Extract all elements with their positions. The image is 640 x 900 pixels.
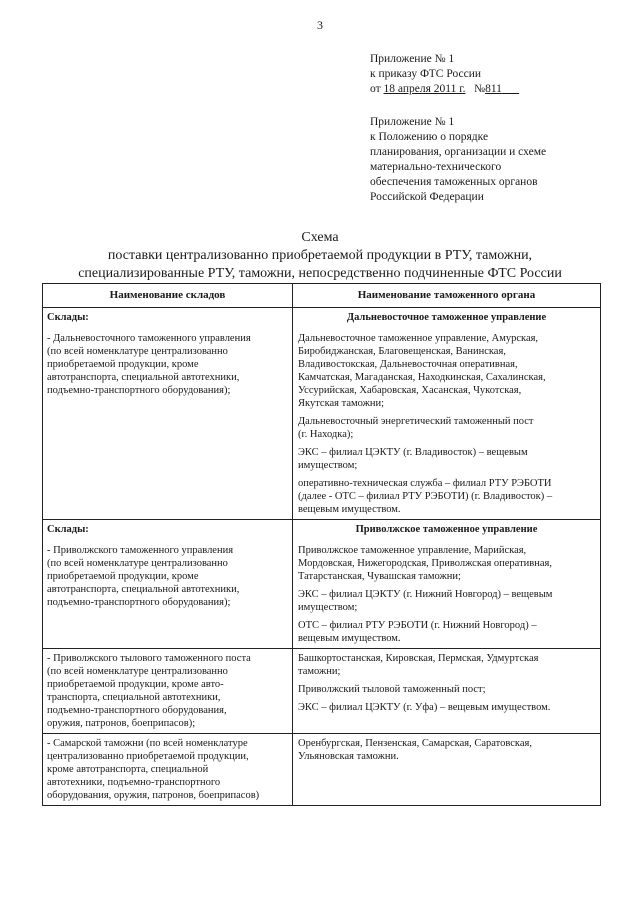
customs-body-cell (293, 308, 601, 520)
customs-body-line: Биробиджанская, Благовещенская, Ванинская, (298, 346, 506, 357)
warehouse-cell (43, 308, 293, 520)
customs-body-line: ЭКС – филиал ЦЭКТУ (г. Уфа) – вещевым имуществом. (298, 702, 551, 713)
order-number: 811 (485, 83, 502, 95)
customs-body-paragraph (298, 683, 595, 696)
warehouse-text-line: оборудования, оружия, патронов, боеприпасов) (47, 790, 260, 801)
customs-body-line: ОТС – филиал РТУ РЭБОТИ (г. Нижний Новгород) – (298, 620, 537, 631)
customs-body-paragraph (298, 332, 595, 410)
warehouse-text-line: подъемно-транспортного оборудования, (47, 705, 227, 716)
appendix-regulation-line5: обеспечения таможенных органов (370, 176, 538, 188)
table-row (43, 649, 601, 734)
customs-body-paragraph (298, 619, 595, 645)
customs-body-line: вещевым имуществом. (298, 633, 401, 644)
customs-body-line: (г. Находка); (298, 429, 354, 440)
customs-body-cell (293, 734, 601, 806)
customs-body-line: Дальневосточный энергетический таможенный пост (298, 416, 534, 427)
date-prefix: от (370, 83, 381, 95)
warehouse-text-line: приобретаемой продукции, кроме (47, 571, 199, 582)
warehouses-label: Склады: (47, 524, 89, 535)
customs-body-line: ЭКС – филиал ЦЭКТУ (г. Нижний Новгород) – вещевым (298, 589, 553, 600)
customs-body-line: вещевым имуществом. (298, 504, 401, 515)
warehouse-text-line: автотранспорта, специальной автотехники, (47, 372, 240, 383)
warehouses-label: Склады: (47, 312, 89, 323)
appendix-regulation-line2: к Положению о порядке (370, 131, 489, 143)
table-row (43, 308, 601, 520)
customs-body-line: Дальневосточное таможенное управление, Амурская, (298, 333, 539, 344)
table-row (43, 734, 601, 806)
customs-body-line: Приволжский тыловой таможенный пост; (298, 684, 486, 695)
header-customs-body: Наименование таможенного органа (293, 284, 601, 308)
customs-body-line: таможни; (298, 666, 341, 677)
appendix-order-block (370, 52, 620, 97)
warehouse-text-line: централизованно приобретаемой продукции, (47, 751, 249, 762)
customs-body-line: Уссурийская, Хабаровская, Хасанская, Чукотская, (298, 385, 522, 396)
warehouse-cell (43, 649, 293, 734)
warehouse-cell (43, 734, 293, 806)
customs-body-paragraph (298, 477, 595, 516)
table-header-row (43, 284, 601, 308)
appendix-regulation-line4: материально-технического (370, 161, 502, 173)
customs-body-line: Камчатская, Магаданская, Находкинская, Сахалинская, (298, 372, 546, 383)
warehouse-text-line: приобретаемой продукции, кроме (47, 359, 199, 370)
customs-body-line: Оренбургская, Пензенская, Самарская, Саратовская, (298, 738, 532, 749)
customs-body-line: Владивостокская, Дальневосточная оперативная, (298, 359, 518, 370)
warehouse-text-line: - Приволжского тылового таможенного поста (47, 653, 251, 664)
page-number: 3 (317, 18, 323, 32)
warehouse-cell (43, 520, 293, 649)
customs-body-paragraph (298, 415, 595, 441)
appendix-order-date-line (370, 82, 620, 97)
customs-body-line: Башкортостанская, Кировская, Пермская, Удмуртская (298, 653, 539, 664)
order-date: 18 апреля 2011 г. (383, 83, 466, 95)
customs-body-paragraph (298, 652, 595, 678)
warehouse-text-line: транспорта, специальной автотехники, (47, 692, 221, 703)
warehouse-text-line: автотранспорта, специальной автотехники, (47, 584, 240, 595)
warehouse-text-line: (по всей номенклатуре централизованно (47, 666, 228, 677)
warehouse-text-line: - Самарской таможни (по всей номенклатуре (47, 738, 248, 749)
title-line3: специализированные РТУ, таможни, непосредственно подчиненные ФТС России (78, 266, 562, 281)
warehouse-text-line: - Дальневосточного таможенного управления (47, 333, 251, 344)
appendix-regulation-line3: планирования, организации и схеме (370, 146, 547, 158)
appendix-order-line1: Приложение № 1 (370, 53, 455, 65)
number-prefix: № (474, 83, 486, 95)
customs-body-line: оперативно-техническая служба – филиал РТУ РЭБОТИ (298, 478, 552, 489)
customs-body-paragraph (298, 588, 595, 614)
appendix-order-line2: к приказу ФТС России (370, 68, 481, 80)
supply-scheme-table (42, 283, 601, 806)
warehouse-text-line: (по всей номенклатуре централизованно (47, 558, 228, 569)
customs-body-paragraph (298, 737, 595, 763)
table-body (43, 308, 601, 806)
customs-body-line: ЭКС – филиал ЦЭКТУ (г. Владивосток) – вещевым (298, 447, 528, 458)
customs-body-line: Приволжское таможенное управление, Марийская, (298, 545, 527, 556)
warehouse-text-line: автотехники, подъемно-транспортного (47, 777, 221, 788)
customs-body-line: Якутская таможни; (298, 398, 385, 409)
customs-body-line: Татарстанская, Чувашская таможни; (298, 571, 461, 582)
customs-body-paragraph (298, 701, 595, 714)
customs-administration-heading: Дальневосточное таможенное управление (346, 312, 547, 323)
warehouse-text-line: подъемно-транспортного оборудования); (47, 597, 231, 608)
warehouse-text-line: - Приволжского таможенного управления (47, 545, 234, 556)
customs-body-line: имуществом; (298, 460, 358, 471)
appendix-regulation-block (370, 115, 620, 205)
warehouse-text-line: приобретаемой продукции, кроме авто- (47, 679, 224, 690)
customs-administration-heading: Приволжское таможенное управление (355, 524, 538, 535)
customs-body-cell (293, 520, 601, 649)
customs-body-line: имуществом; (298, 602, 358, 613)
appendix-regulation-line6: Российской Федерации (370, 191, 484, 203)
warehouse-text-line: подъемно-транспортного оборудования); (47, 385, 231, 396)
customs-body-paragraph (298, 446, 595, 472)
title-line1: Схема (301, 230, 339, 245)
title-line2: поставки централизованно приобретаемой продукции в РТУ, таможни, (107, 248, 533, 263)
customs-body-line: Мордовская, Нижегородская, Приволжская оперативная, (298, 558, 552, 569)
table-row (43, 520, 601, 649)
appendix-regulation-line1: Приложение № 1 (370, 116, 455, 128)
warehouse-text-line: (по всей номенклатуре централизованно (47, 346, 228, 357)
warehouse-text-line: кроме автотранспорта, специальной (47, 764, 209, 775)
customs-body-cell (293, 649, 601, 734)
customs-body-paragraph (298, 544, 595, 583)
warehouse-text-line: оружия, патронов, боеприпасов); (47, 718, 196, 729)
customs-body-line: Ульяновская таможни. (298, 751, 399, 762)
customs-body-line: (далее - ОТС – филиал РТУ РЭБОТИ) (г. Владивосток) – (298, 491, 553, 502)
document-title (0, 229, 640, 283)
header-warehouses: Наименование складов (43, 284, 293, 308)
